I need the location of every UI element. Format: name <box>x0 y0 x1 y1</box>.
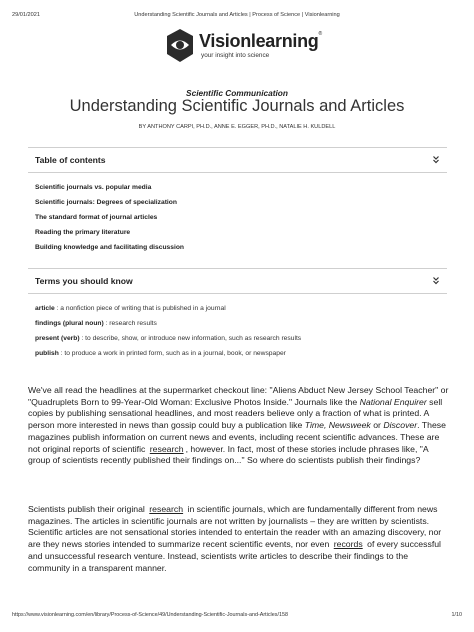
toc-item[interactable]: Scientific journals vs. popular media <box>35 184 152 191</box>
toc-item[interactable]: Building knowledge and facilitating discussion <box>35 244 184 251</box>
term-item <box>35 334 435 349</box>
article-body <box>28 385 450 467</box>
term-definition: : research results <box>103 320 157 327</box>
term-word: findings (plural noun) <box>35 320 104 327</box>
term-word: article <box>35 305 55 312</box>
terms-list <box>35 304 435 364</box>
toc-toggle[interactable] <box>28 147 447 173</box>
toc-item[interactable]: Scientific journals: Degrees of specialization <box>35 199 177 206</box>
print-page-title: Understanding Scientific Journals and Articles | Process of Science | Visionlearning <box>134 12 340 18</box>
toc-list <box>35 183 184 258</box>
term-word: publish <box>35 350 59 357</box>
glossary-link-research[interactable]: research <box>149 504 184 514</box>
body-paragraph-1: We've all read the headlines at the supermarket checkout line: "Aliens Abduct New Jersey School Teacher" or "Quadruplets Born to 99-Year-Old Woman: Exclusive Photos Inside." Journals like the National Enquirer sell copies by publishing sensational headlines, and most readers believe only a fraction of what is printed. A person more interested in news than gossip could buy a publication like Time, Newsweek or Discover. These magazines publish information on current news and events, including recent scientific advances. These are not original reports of scientific research , however. In fact, most of these stories include phrases like, "A group of scientists recently published their findings on..." So where do scientists publish their findings? <box>28 385 449 466</box>
print-url: https://www.visionlearning.com/en/library/Process-of-Science/49/Understanding-Scientific-Journals-and-Articles/158 <box>12 612 288 618</box>
terms-heading: Terms you should know <box>35 276 133 286</box>
toc-item[interactable]: The standard format of journal articles <box>35 214 158 221</box>
terms-toggle[interactable] <box>28 268 447 294</box>
term-definition: : to describe, show, or introduce new information, such as research results <box>79 335 302 342</box>
double-chevron-down-icon <box>431 276 441 286</box>
term-definition: : to produce a work in printed form, such as in a journal, book, or newspaper <box>58 350 286 357</box>
glossary-link-records[interactable]: records <box>333 539 363 550</box>
print-footer <box>12 612 462 618</box>
terms-section <box>28 268 447 368</box>
toc-item[interactable]: Reading the primary literature <box>35 229 131 236</box>
logo-tagline: your insight into science <box>201 52 270 59</box>
article-category: Scientific Communication <box>186 88 288 98</box>
logo-brand: Visionlearning® <box>199 31 322 51</box>
print-header <box>12 12 462 18</box>
article-body-2 <box>28 504 450 574</box>
double-chevron-down-icon <box>431 155 441 165</box>
logo-eye-icon <box>165 28 195 64</box>
toc-heading: Table of contents <box>35 155 106 165</box>
glossary-link-research[interactable]: research <box>149 443 184 454</box>
article-title: Understanding Scientific Journals and Articles <box>69 97 405 115</box>
term-item <box>35 349 435 364</box>
term-definition: : a nonfiction piece of writing that is published in a journal <box>54 305 226 312</box>
visionlearning-logo[interactable] <box>165 28 322 64</box>
body-paragraph-2: Scientists publish their original research in scientific journals, which are fundamentally different from news magazines. The articles in scientific journals are not written by journalists – they are written by scientists. Scientific articles are not sensational stories intended to entertain the reader with an amazing discovery, nor are they news stories intended to summarize recent scientific events, nor even records of every successful and unsuccessful research venture. Instead, scientists write articles to describe their findings to the community in a transparent manner. <box>28 504 442 573</box>
table-of-contents <box>28 147 447 262</box>
term-item <box>35 304 435 319</box>
article-authors: BY ANTHONY CARPI, PH.D., ANNE E. EGGER, PH.D., NATALIE H. KULDELL <box>138 124 336 130</box>
term-word: present (verb) <box>35 335 80 342</box>
page-number: 1/10 <box>451 612 462 618</box>
print-date: 29/01/2021 <box>12 12 40 18</box>
term-item <box>35 319 435 334</box>
